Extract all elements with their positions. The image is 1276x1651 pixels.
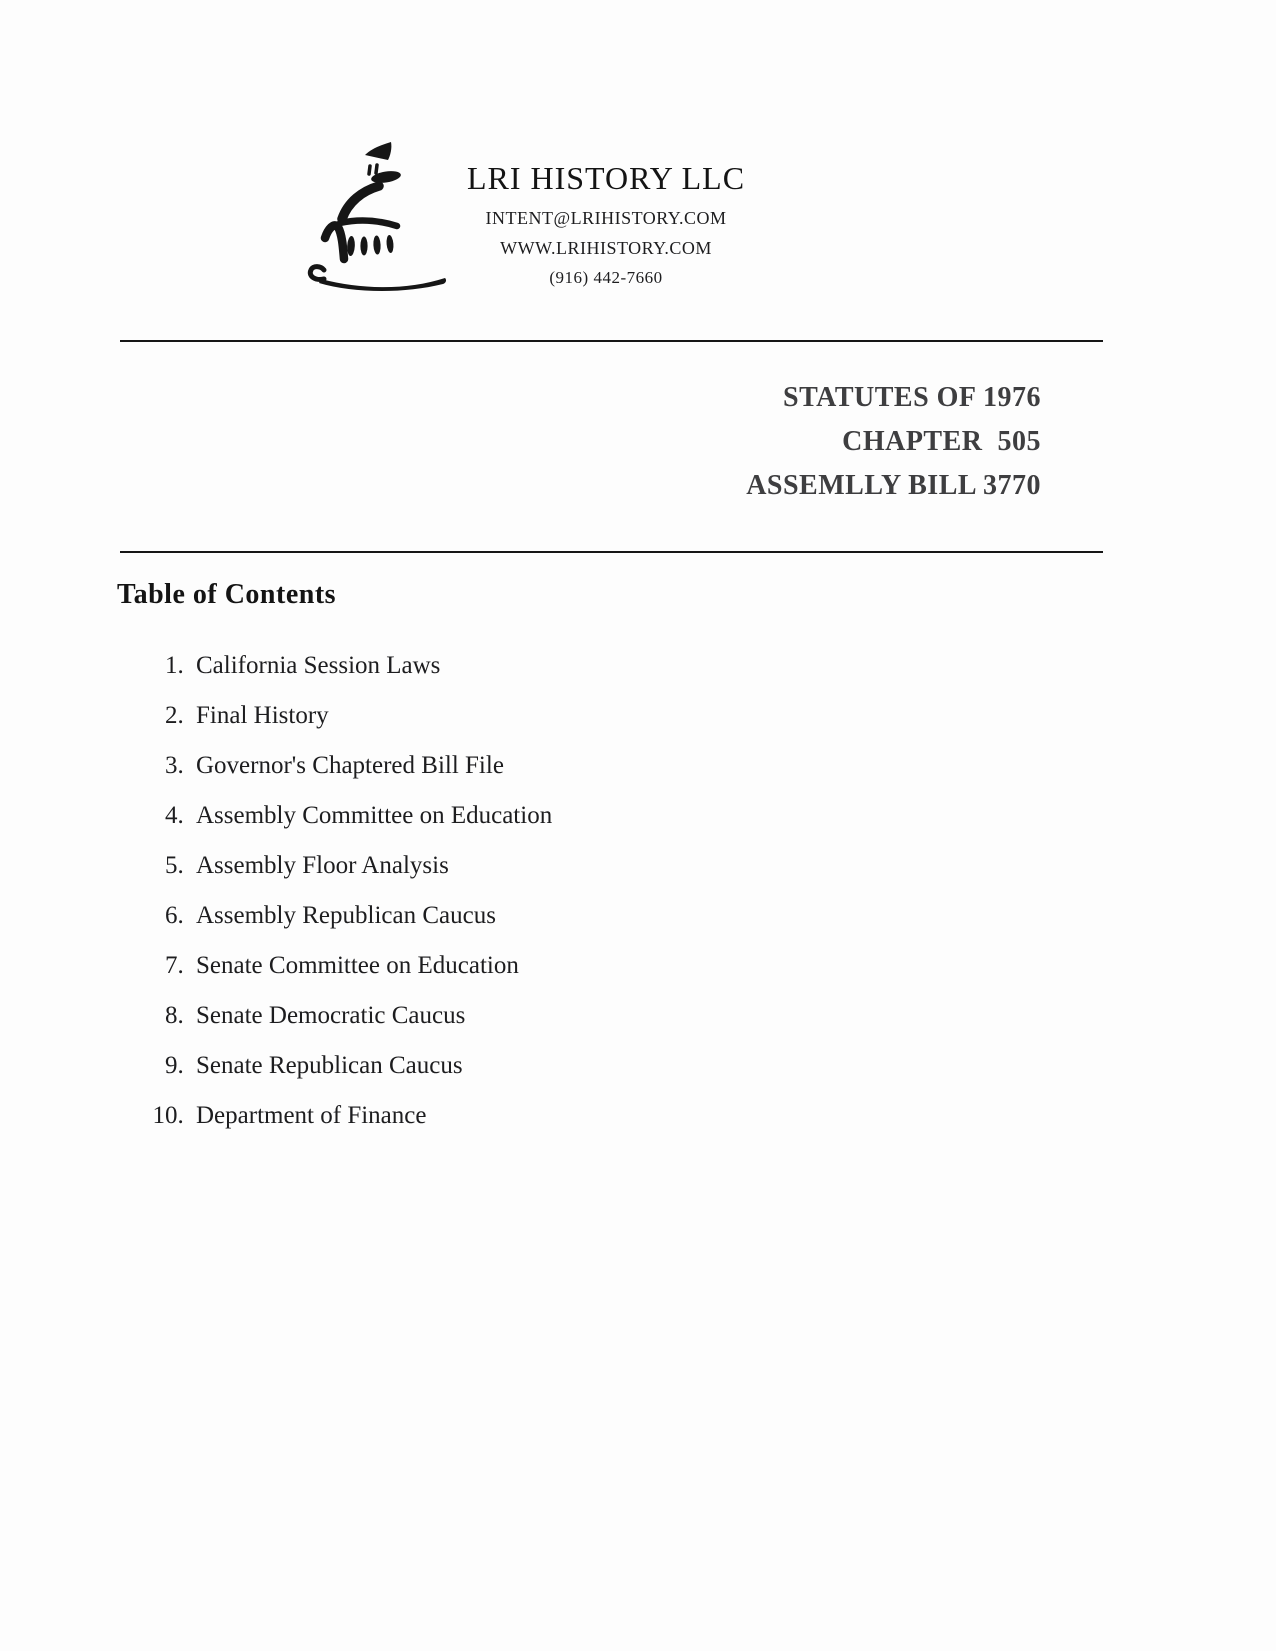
horizontal-rule-top [120,340,1103,342]
company-name: LRI HISTORY LLC [466,160,746,196]
horizontal-rule-bottom [120,551,1103,553]
toc-item: 9. Senate Republican Caucus [190,1050,1017,1081]
statute-reference-block [746,376,1041,508]
toc-item: 7. Senate Committee on Education [190,950,1017,981]
chapter-line: CHAPTER 505 [842,426,1041,457]
company-email: INTENT@LRIHISTORY.COM [485,208,727,228]
toc-item: 10. Department of Finance [190,1100,1017,1131]
toc-item: 3. Governor's Chaptered Bill File [190,750,1017,781]
company-phone: (916) 442-7660 [549,268,663,287]
toc-item: 2. Final History [190,700,1017,731]
toc-item: 6. Assembly Republican Caucus [190,900,1017,931]
toc-item: 5. Assembly Floor Analysis [190,850,1017,881]
toc-list [117,650,1017,1131]
toc-heading: Table of Contents [117,579,337,610]
toc-item: 1. California Session Laws [190,650,1017,681]
table-of-contents [117,578,1017,1150]
toc-item: 8. Senate Democratic Caucus [190,1000,1017,1031]
toc-item: 4. Assembly Committee on Education [190,800,1017,831]
company-website: WWW.LRIHISTORY.COM [500,238,712,258]
assembly-bill-line: ASSEMLLY BILL 3770 [746,470,1041,501]
statutes-year-line: STATUTES OF 1976 [783,382,1041,413]
letterhead [436,160,776,293]
capitol-dome-sketch-icon [303,138,451,298]
